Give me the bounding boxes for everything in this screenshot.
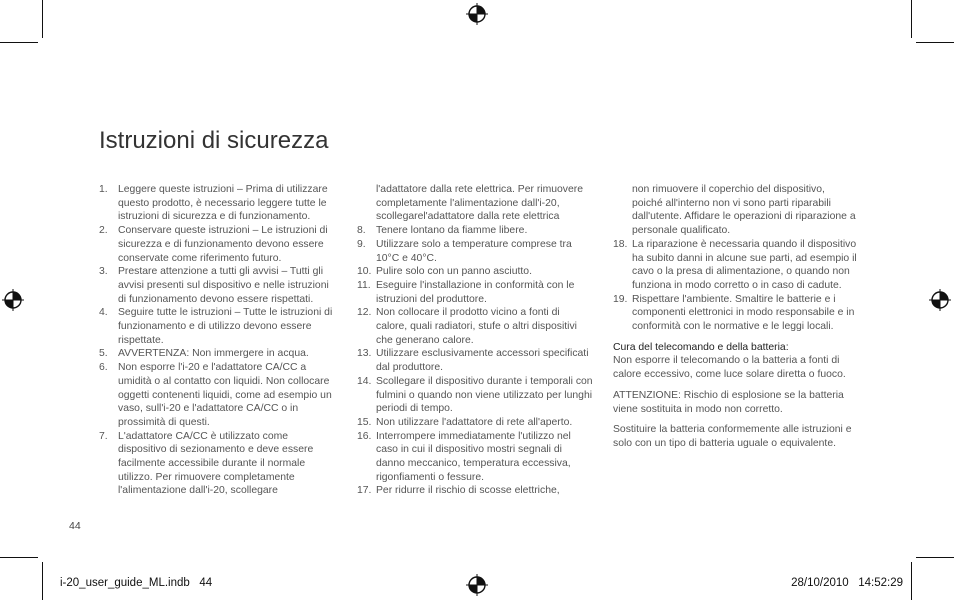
- item-number: 12.: [357, 307, 372, 319]
- list-item: [357, 484, 593, 498]
- item-number: 17.: [357, 485, 372, 497]
- item-text: Conservare queste istruzioni – Le istruzioni di sicurezza e di funzionamento devono essere conservate come riferimento futuro.: [118, 225, 328, 264]
- slug-filename: i-20_user_guide_ML.indb 44: [60, 577, 213, 589]
- instruction-list: [613, 238, 857, 334]
- item-text: Seguire tutte le istruzioni – Tutte le istruzioni di funzionamento e di utilizzo devono essere rispettate.: [118, 307, 333, 346]
- continuation-text: l'adattatore dalla rete elettrica. Per rimuovere completamente l'alimentazione dall'i-20, scollegarel'adattatore dalla rete elettrica: [376, 184, 584, 223]
- list-item: [357, 347, 593, 374]
- item-text: Utilizzare solo a temperature comprese tra 10°C e 40°C.: [376, 238, 572, 264]
- list-item: [357, 416, 593, 430]
- crop-mark-bottom-right-horizontal: [916, 557, 954, 558]
- item-text: Non utilizzare l'adattatore di rete all'aperto.: [376, 416, 573, 428]
- list-item: [99, 347, 339, 361]
- column-1: [99, 183, 339, 498]
- list-item: [357, 238, 593, 265]
- item-text: Utilizzare esclusivamente accessori specificati dal produttore.: [376, 348, 589, 374]
- list-item: [357, 430, 593, 485]
- registration-mark-bottom-icon: [466, 574, 488, 596]
- continuation-text: non rimuovere il coperchio del dispositivo, poiché all'interno non vi sono parti riparabili dall'utente. Affidare le operazioni di riparazione a personale qualificato.: [632, 184, 856, 237]
- crop-mark-top-right-vertical: [911, 0, 912, 38]
- list-item: [99, 183, 339, 224]
- list-item: [357, 265, 593, 279]
- crop-mark-top-right-horizontal: [916, 42, 954, 43]
- list-item: [99, 265, 339, 306]
- item-number: 3.: [99, 266, 108, 278]
- item-text: Non collocare il prodotto vicino a fonti di calore, quali radiatori, stufe o altri dispositivi che generano calore.: [376, 307, 577, 346]
- crop-mark-bottom-left-vertical: [42, 562, 43, 600]
- item-text: Scollegare il dispositivo durante i temporali con fulmini o quando non viene utilizzato per lunghi periodi di tempo.: [376, 375, 593, 415]
- warning-text: ATTENZIONE: Rischio di esplosione se la batteria viene sostituita in modo non corretto.: [613, 389, 844, 415]
- item-number: 9.: [357, 238, 366, 250]
- registration-mark-top-icon: [466, 3, 488, 25]
- list-item: [99, 361, 339, 430]
- item-number: 15.: [357, 416, 372, 428]
- list-item: [99, 224, 339, 265]
- item-number: 4.: [99, 307, 108, 319]
- battery-heading: Cura del telecomando e della batteria:: [613, 341, 789, 353]
- item-text: Interrompere immediatamente l'utilizzo nel caso in cui il dispositivo mostri segnali di danno meccanico, temperatura eccessiva, rigonfiamenti o fessure.: [376, 430, 571, 483]
- item-text: Rispettare l'ambiente. Smaltire le batterie e i componenti elettronici in modo responsabile e in conformità con le normative e le leggi locali.: [632, 293, 855, 333]
- item-text: Tenere lontano da fiamme libere.: [376, 225, 528, 237]
- crop-mark-bottom-left-horizontal: [0, 557, 38, 558]
- list-item: [99, 430, 339, 499]
- instruction-list: [99, 183, 339, 498]
- item-text: Per ridurre il rischio di scosse elettriche,: [376, 485, 560, 497]
- item-number: 14.: [357, 375, 372, 387]
- item-number: 1.: [99, 184, 108, 195]
- crop-mark-top-left-horizontal: [0, 42, 38, 43]
- registration-mark-left-icon: [2, 289, 24, 311]
- page-title: Istruzioni di sicurezza: [99, 127, 329, 154]
- item-text: Pulire solo con un panno asciutto.: [376, 266, 532, 278]
- list-item: [357, 306, 593, 347]
- item-number: 7.: [99, 430, 108, 442]
- list-item: [357, 224, 593, 238]
- slug-datetime: 28/10/2010 14:52:29: [791, 577, 903, 589]
- item-number: 8.: [357, 225, 366, 237]
- item-number: 16.: [357, 430, 372, 442]
- item-text: Leggere queste istruzioni – Prima di utilizzare questo prodotto, è necessario leggere tutte le istruzioni di sicurezza e di funzionamento.: [118, 184, 328, 223]
- item-number: 18.: [613, 238, 628, 250]
- list-item: [99, 306, 339, 347]
- crop-mark-bottom-right-vertical: [911, 562, 912, 600]
- item-number: 13.: [357, 348, 372, 360]
- item-text: AVVERTENZA: Non immergere in acqua.: [118, 348, 309, 360]
- item-number: 2.: [99, 225, 108, 237]
- item-text: L'adattatore CA/CC è utilizzato come dispositivo di sezionamento e deve essere facilmente accessibile durante il normale utilizzo. Per rimuovere completamente l'alimentazione dall'i-20, scollegare: [118, 430, 314, 497]
- replace-battery-text: Sostituire la batteria conformemente alle istruzioni e solo con un tipo di batteria uguale o equivalente.: [613, 424, 852, 449]
- page-number: 44: [69, 520, 81, 532]
- instruction-list: [357, 224, 593, 498]
- item-number: 19.: [613, 293, 628, 305]
- column-3: [613, 183, 857, 458]
- item-text: Non esporre l'i-20 e l'adattatore CA/CC a umidità o al contatto con liquidi. Non collocare oggetti contenenti liquidi, come ad esempio un vaso, sull'i-20 e l'adattatore CA/CC o in prossimità di questi.: [118, 362, 332, 428]
- list-item: [357, 375, 593, 416]
- item-text: La riparazione è necessaria quando il dispositivo ha subito danni in alcune sue parti, ad esempio il cavo o la presa di alimentazione, o quando non funziona in modo corretto o in caso di cadute.: [632, 238, 857, 291]
- battery-text: Non esporre il telecomando o la batteria a fonti di calore eccessivo, come luce solare diretta o fuoco.: [613, 355, 846, 381]
- item-number: 5.: [99, 348, 108, 360]
- item-text: Prestare attenzione a tutti gli avvisi – Tutti gli avvisi presenti sul dispositivo e nelle istruzioni di funzionamento devono essere rispettati.: [118, 266, 329, 305]
- item-text: Eseguire l'installazione in conformità con le istruzioni del produttore.: [376, 279, 575, 305]
- item-number: 10.: [357, 266, 372, 278]
- list-item: [613, 293, 857, 334]
- crop-mark-top-left-vertical: [42, 0, 43, 38]
- item-number: 11.: [357, 279, 371, 291]
- list-item: [613, 238, 857, 293]
- column-2: [357, 183, 593, 498]
- item-number: 6.: [99, 362, 108, 374]
- list-item: [357, 279, 593, 306]
- registration-mark-right-icon: [929, 289, 951, 311]
